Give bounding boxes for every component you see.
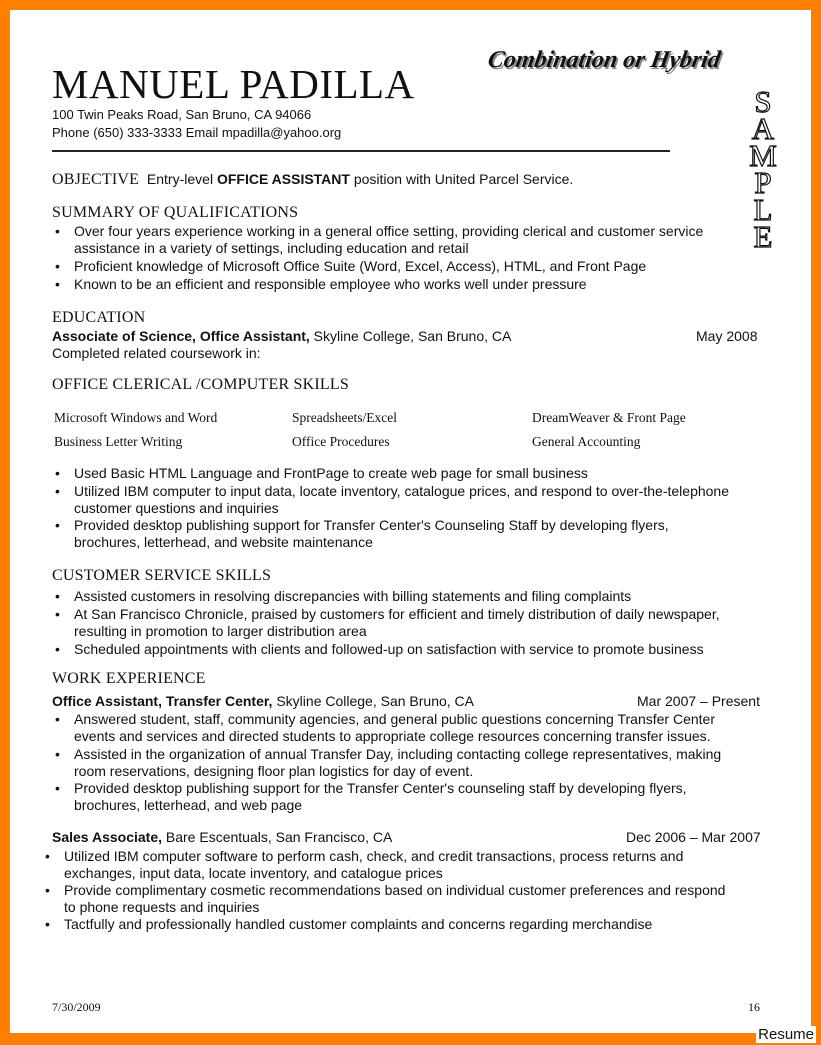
skill: DreamWeaver & Front Page: [532, 410, 686, 425]
work-heading: WORK EXPERIENCE: [52, 670, 206, 687]
list-item-cont: assistance in a variety of settings, including education and retail: [74, 240, 469, 256]
address: 100 Twin Peaks Road, San Bruno, CA 94066: [52, 107, 312, 122]
clerical-heading: OFFICE CLERICAL /COMPUTER SKILLS: [52, 376, 349, 393]
degree-date: May 2008: [696, 328, 758, 344]
list-item: • Provided desktop publishing support for Transfer Center's Counseling Staff by developing flyers,: [74, 517, 669, 534]
list-item: • Provided desktop publishing support for the Transfer Center's counseling staff by developing flyers,: [74, 780, 687, 797]
job-date: Dec 2006 – Mar 2007: [626, 829, 761, 845]
skill: Business Letter Writing: [54, 434, 183, 449]
list-item-cont: brochures, letterhead, and website maintenance: [74, 534, 373, 550]
job-title: Office Assistant, Transfer Center, Skyline College, San Bruno, CA: [52, 693, 475, 709]
coursework-note: Completed related coursework in:: [52, 345, 261, 361]
skill: Office Procedures: [292, 434, 390, 449]
resume-page: [10, 10, 811, 1033]
list-item: • Provide complimentary cosmetic recommendations based on individual customer preferences and respond: [64, 882, 725, 899]
list-item: • Assisted customers in resolving discrepancies with billing statements and filing complaints: [74, 588, 631, 605]
list-item: • Scheduled appointments with clients and followed-up on satisfaction with service to promote business: [74, 641, 704, 658]
job-date: Mar 2007 – Present: [637, 693, 760, 709]
sample-watermark: S A M P L E: [749, 84, 777, 254]
list-item: • Utilized IBM computer to input data, locate inventory, catalogue prices, and respond to over-the-telephone: [74, 483, 729, 500]
list-item: • Known to be an efficient and responsible employee who works well under pressure: [74, 276, 587, 293]
list-item-cont: resulting in promotion to larger distribution area: [74, 623, 367, 639]
resume-type-stamp: Combination or Hybrid: [485, 47, 723, 73]
list-item-cont: room reservations, designing floor plan logistics for day of event.: [74, 763, 474, 779]
list-item-cont: exchanges, input data, locate inventory, and catalogue prices: [64, 865, 443, 881]
education-heading: EDUCATION: [52, 309, 146, 326]
skill: Spreadsheets/Excel: [292, 410, 397, 425]
customer-heading: CUSTOMER SERVICE SKILLS: [52, 567, 272, 584]
list-item-cont: customer questions and inquiries: [74, 500, 279, 516]
footer-date: 7/30/2009: [52, 1000, 101, 1014]
list-item: • Assisted in the organization of annual Transfer Day, including contacting college representatives, making: [74, 746, 721, 763]
resume-label: Resume: [758, 1026, 814, 1043]
list-item: • Tactfully and professionally handled customer complaints and concerns regarding merchandise: [64, 916, 652, 933]
list-item: • Proficient knowledge of Microsoft Office Suite (Word, Excel, Access), HTML, and Front Page: [74, 258, 646, 275]
objective: OBJECTIVE Entry-level OFFICE ASSISTANT position with United Parcel Service.: [52, 171, 574, 188]
page-number: 16: [748, 1000, 760, 1014]
list-item: • Answered student, staff, community agencies, and general public questions concerning Transfer Center: [74, 711, 715, 728]
applicant-name: MANUEL PADILLA: [52, 61, 415, 107]
list-item: • Utilized IBM computer software to perform cash, check, and credit transactions, process returns and: [64, 848, 683, 865]
list-item: • Over four years experience working in a general office setting, providing clerical and customer service: [74, 223, 703, 240]
list-item-cont: brochures, letterhead, and web page: [74, 797, 303, 813]
divider: [52, 150, 670, 152]
summary-heading: SUMMARY OF QUALIFICATIONS: [52, 204, 299, 221]
contact-info: Phone (650) 333-3333 Email mpadilla@yahoo.org: [52, 125, 342, 140]
skill: General Accounting: [532, 434, 641, 449]
degree: Associate of Science, Office Assistant, Skyline College, San Bruno, CA: [52, 328, 512, 344]
list-item: • At San Francisco Chronicle, praised by customers for efficient and timely distribution of daily newspaper,: [74, 606, 720, 623]
list-item: • Used Basic HTML Language and FrontPage to create web page for small business: [74, 465, 588, 482]
list-item-cont: events and services and directed students to appropriate college resources concerning transfer issues.: [74, 728, 711, 744]
job-title: Sales Associate, Bare Escentuals, San Francisco, CA: [52, 829, 393, 845]
list-item-cont: to phone requests and inquiries: [64, 899, 260, 915]
skill: Microsoft Windows and Word: [54, 410, 218, 425]
